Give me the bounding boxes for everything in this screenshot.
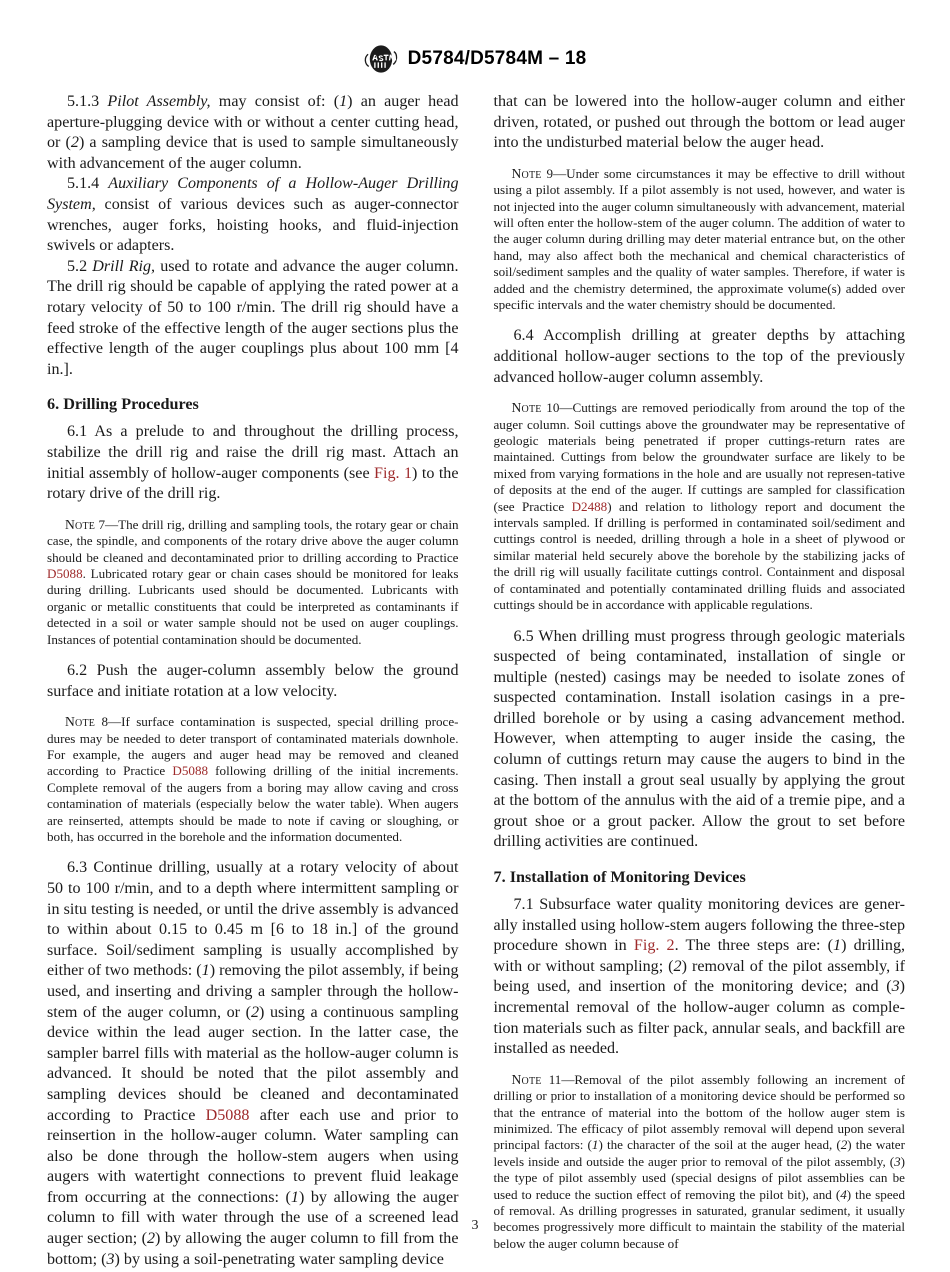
enum-marker: 2 [147, 1230, 156, 1248]
clause-term: Drill Rig, [92, 257, 156, 275]
paragraph-6-4 [494, 326, 906, 388]
clause-text: ) by allowing the auger column to fill with water through the use of a screened lead auger section; ( [47, 1188, 459, 1248]
note-text: —The drill rig, drilling and sampling tools, the rotary gear or chain case, the spindle, and components of the rotary drive above the auger column should be cleaned and decontaminated prior to drilling according to Practice [47, 516, 459, 565]
clause-text: ) by using a soil-penetrating water sampling device [114, 1250, 444, 1268]
figure-link-fig2[interactable]: Fig. 2 [633, 937, 675, 955]
paragraph-6-2 [47, 661, 459, 702]
enum-marker: 1 [591, 1137, 599, 1153]
note-text: —Under some circumstances it may be effective to drill without using a pilot assembly. If a pilot assembly is not used, however, and water is not injected into the auger column simultaneously with advancement, material will often enter the hollow-stem of the auger column. The addition of water to the auger column during drilling may deter material entrance but, on the other hand, may also affect both the mechanical and chemical characteristics of soil/sediment samples and the quality of water samples. Therefore, if water is added and the chemistry determined, the approximate volume(s) added over specific intervals and the water chemistry should be documented. [493, 165, 905, 313]
clause-text: ) by allowing the auger column to fill from the bottom; ( [47, 1230, 459, 1268]
note-number: 11 [541, 1071, 562, 1087]
enum-marker: 4 [840, 1186, 847, 1202]
note-number: 10 [541, 400, 560, 416]
enum-marker: 3 [106, 1250, 115, 1268]
astm-logo-icon [364, 44, 398, 74]
note-text: ) the character of the soil at the auger head, ( [598, 1137, 841, 1153]
note-9 [494, 166, 906, 314]
clause-text: ) removing the pilot assembly, if being used, and inserting and driving a sampler through the hollow-stem of the auger column, or ( [47, 962, 459, 1021]
clause-text: ) removal of the pilot assembly, if being used, and insertion of the monitoring device; and ( [493, 957, 905, 996]
note-text: ) the water levels inside and outside the auger prior to removal of the pilot assembly, ( [493, 1137, 905, 1169]
standard-link-d2488[interactable]: D2488 [571, 498, 608, 514]
note-label: Note [511, 165, 542, 181]
enum-marker: 1 [201, 962, 210, 980]
enum-marker: 1 [290, 1188, 299, 1206]
clause-term: Pilot Assembly, [107, 93, 211, 110]
left-column [47, 92, 459, 1270]
clause-text: Push the auger-column assembly below the ground surface and initiate rotation at a low velocity. [47, 661, 459, 700]
clause-text: As a prelude to and throughout the drilling process, stabilize the drill rig and raise the drill rig mast. Attach an initial assembly of hollow-auger components (see [47, 423, 459, 482]
note-text: ) the type of pilot assembly used (special designs of pilot assemblies can be used to reduce the suction effect of removing the pilot bit), and ( [493, 1153, 905, 1202]
page-number: 3 [471, 1218, 479, 1233]
note-number: 8 [95, 714, 108, 730]
note-7 [47, 517, 459, 648]
document-number: D5784/D5784M – 18 [407, 48, 587, 69]
enum-marker: 2 [250, 1003, 260, 1021]
clause-text: consist of various devices such as auger-connector wrenches, auger forks, hoisting hooks, and fluid-injection swivels or adapters. [47, 195, 459, 255]
note-text: —Cuttings are removed periodically from around the top of the auger column. Soil cuttings above the groundwater may be representative of geologic materials being penetrated if proper cuttings-return rates are maintained. Cuttings from below the groundwater surface are likely to be mixed from varying formations in the hole and are usually not represen-tative of deposits at the end of the auger. If cuttings are sampled for classification (see Practice [493, 400, 905, 514]
clause-text: ) incremental removal of the hollow-auger column as comple-tion materials such as filter pack, annular seals, and backfill are installed as needed. [493, 978, 905, 1058]
note-label: Note [511, 1071, 542, 1087]
clause-text: . The three steps are: ( [674, 937, 834, 955]
clause-text: ) using a continuous sampling device within the lead auger section. In the latter case, the sampler barrel fills with material as the hollow-auger column is advanced. It should be noted that the pilot assembly and sampling devices should be cleaned and decontaminated according to Practice [47, 1003, 459, 1124]
clause-number: 5.1.4 [67, 175, 100, 193]
note-text: —Removal of the pilot assembly following an increment of drilling or prior to installation of a monitoring device should be performed so that the entrance of material into the bottom of the hollow auger stem is minimized. The efficacy of pilot assembly removal will depend upon several principal factors: ( [493, 1071, 905, 1153]
standard-link-d5088[interactable]: D5088 [205, 1106, 250, 1124]
paragraph-6-3 [47, 858, 459, 1270]
clause-text: Continue drilling, usually at a rotary velocity of about 50 to 100 r/min, and to a depth where intermittent sampling or in situ testing is needed, or until the drive assembly is advanced to within about 0.15 to 0.45 m [6 to 18 in.] of the ground surface. Soil/sediment sampling is usually accomplished by either of two methods: ( [47, 859, 459, 980]
clause-term: Auxiliary Components of a Hollow-Auger Drilling System, [47, 175, 459, 213]
enum-marker: 3 [894, 1153, 901, 1169]
paragraph-5-1-4 [47, 174, 459, 256]
standard-link-d5088[interactable]: D5088 [172, 763, 209, 779]
note-text: . Lubricated rotary gear or chain cases should be monitored for leaks during drilling. Lubricants used should be documented. Lubricants with organic or metallic constituents that could be interpreted as contaminants if detected in a soil or water sample should not be used on auger couplings. Instances of potential contamination should be documented. [47, 565, 459, 647]
section-heading-6: 6. Drilling Procedures [47, 395, 199, 414]
paragraph-continued: that can be lowered into the hollow-auger column and either driven, rotated, or pushed out through the bottom or lead auger into the undisturbed material below the auger head. [493, 93, 905, 152]
paragraph-7-1 [494, 895, 906, 1060]
clause-text: used to rotate and advance the auger column. The drill rig should be capable of applying the rated power at a rotary velocity of 50 to 100 r/min. The drill rig should have a feed stroke of the effective length of the auger sections plus the effective length of the auger couplings plus about 100 mm [4 in.]. [47, 257, 459, 378]
clause-text: When drilling must progress through geologic materials suspected of being contaminated, installation of single or multiple (nested) casings may be needed to isolate zones of suspected contamination. Install isolation casings in a pre-drilled borehole or by using a casing advancement method. However, when attempting to auger inside the casing, the column of cuttings return may cause the augers to bind in the casing. Then install a grout seal usually by applying the grout at the bottom of the annulus with the aid of a tremie pipe, and a grout shoe or a grout packer. Allow the grout to set before drilling activities are continued. [493, 627, 905, 851]
enum-marker: 1 [833, 937, 842, 955]
two-column-body [47, 92, 905, 1270]
paragraph-5-2 [47, 257, 459, 381]
note-label: Note [65, 714, 96, 730]
note-text: following drilling of the initial increments. Complete removal of the augers from a boring may allow caving and cross contamination of materials (especially below the water table). When augers are reinserted, attempts should be made to note if caving or sloughing, or both, has occurred in the borehole and the information documented. [47, 763, 459, 844]
standard-link-d5088[interactable]: D5088 [47, 565, 83, 581]
clause-number: 7.1 [513, 896, 534, 914]
clause-number: 6.2 [67, 661, 88, 679]
enum-marker: 2 [70, 134, 79, 152]
note-number: 9 [541, 165, 554, 181]
note-label: Note [65, 516, 96, 532]
clause-number: 6.1 [67, 423, 88, 441]
right-column [494, 92, 906, 1270]
paragraph-6-5 [494, 627, 906, 854]
note-label: Note [511, 400, 542, 416]
note-number: 7 [95, 516, 105, 532]
clause-number: 6.3 [67, 859, 88, 877]
paragraph-5-1-3 [47, 92, 459, 174]
clause-text: ) drilling, with or without sampling; ( [493, 937, 906, 975]
clause-text: ) to the rotary drive of the drill rig. [47, 464, 459, 503]
clause-number: 6.4 [513, 327, 534, 345]
clause-text: ) a sampling device that is used to sample simultaneously with advancement of the auger column. [47, 134, 459, 172]
clause-number: 5.2 [67, 257, 88, 275]
enum-marker: 1 [339, 93, 348, 110]
clause-number: 6.5 [513, 627, 534, 645]
clause-number: 5.1.3 [67, 93, 100, 110]
paragraph-6-1 [47, 422, 459, 504]
enum-marker: 3 [891, 978, 900, 996]
note-8 [47, 714, 459, 845]
clause-text: Subsurface water quality monitoring devices are gener-ally installed using hollow-stem augers following the three-step procedure shown in [493, 896, 905, 955]
note-text: ) and relation to lithology report and document the intervals sampled. If drilling is performed in contaminated soil/sediment and cuttings control is needed, drilling through a hole in a sheet of plywood or similar material held securely above the borehole by the stabilizing jacks of the drill rig will usually facilitate cuttings control. Containment and disposal of contaminated and potentially contaminated drilling fluids and associated cuttings should be in accordance with applicable regulations. [493, 498, 905, 613]
clause-text: may consist of: ( [210, 93, 340, 110]
section-heading-7: 7. Installation of Monitoring Devices [493, 868, 746, 887]
clause-text: after each use and prior to reinsertion in the hollow-auger column. Water sampling can also be done through the hollow-stem augers when using augers with watertight connections to prevent fluid leakage from occurring at the connections: ( [47, 1106, 459, 1206]
enum-marker: 2 [840, 1137, 848, 1153]
figure-link-fig1[interactable]: Fig. 1 [374, 464, 413, 482]
note-text: ) the speed of removal. As drilling progresses in saturated, granular sediment, it usually becomes progressively more difficult to maintain the stability of the material below the auger column because of [493, 1186, 905, 1251]
document-header [0, 44, 950, 74]
enum-marker: 2 [673, 957, 682, 975]
clause-text: ) an auger head aperture-plugging device with or without a center cutting head, or ( [47, 93, 459, 152]
note-text: —If surface contamination is suspected, special drilling proce-dures may be needed to deter transport of contaminated materials downhole. For example, the augers and auger head may be removed and cleaned according to Practice [47, 714, 459, 779]
note-10 [494, 400, 906, 613]
clause-text: Accomplish drilling at greater depths by attaching additional hollow-auger sections to the top of the previously advanced hollow-auger column assembly. [493, 327, 905, 386]
